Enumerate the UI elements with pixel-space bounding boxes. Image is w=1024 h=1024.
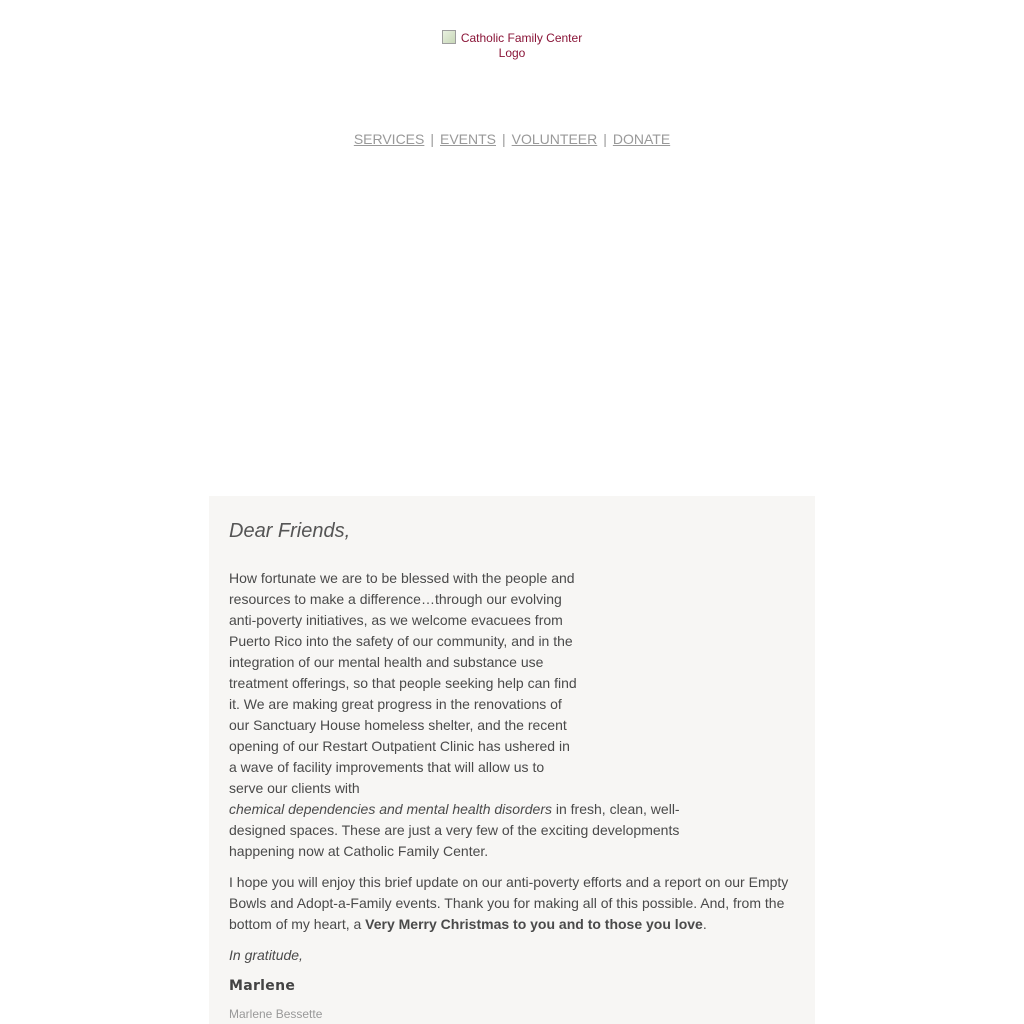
nav-separator: | — [502, 131, 506, 147]
letter-paragraph-1 — [229, 568, 579, 799]
closing-text: In gratitude, — [229, 947, 303, 963]
paragraph-2-end: . — [702, 916, 707, 932]
letter-paragraph-2 — [229, 872, 795, 935]
nav-link-volunteer[interactable]: VOLUNTEER — [511, 131, 598, 147]
paragraph-2-bold: Very Merry Christmas to you and to those you love — [365, 916, 703, 932]
logo-alt-text: Catholic Family Center Logo — [460, 31, 583, 60]
paragraph-2-text: I hope you will enjoy this brief update on our anti-poverty efforts and a report on our Empty Bowls and Adopt-a-Family events. Thank you for making all of this possible. And, from the bottom of my heart, a — [229, 874, 789, 932]
greeting-heading: Dear Friends, — [229, 520, 351, 542]
hero-image-area — [209, 170, 815, 496]
paragraph-1-italic: chemical dependencies and mental health disorders — [229, 801, 552, 817]
logo[interactable] — [437, 30, 587, 61]
signature: Marlene — [229, 978, 296, 994]
letter-paragraph-1-continued — [229, 799, 719, 862]
nav-separator: | — [603, 131, 607, 147]
signer-full-name: Marlene Bessette — [229, 1007, 323, 1021]
nav-bar — [0, 131, 1024, 147]
paragraph-1-text-end: in fresh, clean, well-designed spaces. These are just a very few of the exciting developments happening now at Catholic Family Center. — [229, 801, 680, 859]
nav-link-donate[interactable]: DONATE — [612, 131, 671, 147]
paragraph-1-text: How fortunate we are to be blessed with the people and resources to make a difference…through our evolving anti-poverty initiatives, as we welcome evacuees from Puerto Rico into the safety of our community, and in the integration of our mental health and substance use treatment offerings, so that people seeking help can find it. We are making great progress in the renovations of our Sanctuary House homeless shelter, and the recent opening of our Restart Outpatient Clinic has ushered in a wave of facility improvements that will allow us to serve our clients with — [229, 570, 577, 796]
letter-section — [209, 496, 815, 1024]
nav-link-events[interactable]: EVENTS — [440, 131, 497, 147]
broken-image-icon — [442, 30, 456, 44]
nav-link-services[interactable]: SERVICES — [353, 131, 425, 147]
nav-separator: | — [430, 131, 434, 147]
